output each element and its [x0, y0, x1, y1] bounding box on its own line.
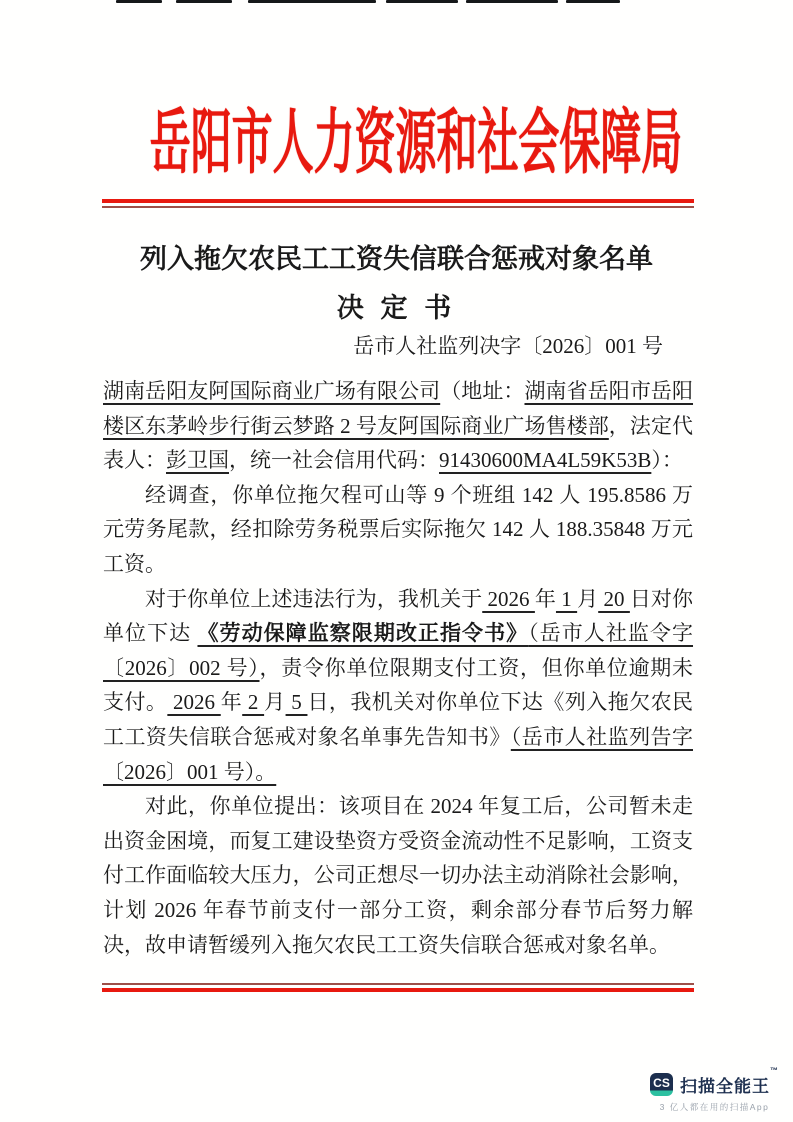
paragraph: [103, 789, 693, 962]
camscanner-watermark: [650, 1066, 779, 1113]
text-segment: 日，我机关对你单位下达《列入拖欠农民工工资失信联合惩戒对象名单事先告知书》: [103, 690, 694, 749]
camscanner-app-name: [680, 1066, 779, 1097]
text-segment: 对此，你单位提出：该项目在 2024 年复工后，公司暂未走出资金困境，而复工建设垫资方受资金流动性不足影响，工资支付工作面临较大压力，公司正想尽一切办法主动消除社会影响，计划 2026 年春节前支付一部分工资，剩余部分春节后努力解决，故申请暂缓列入拖欠农民工工资失信联合惩戒对象名单。: [103, 794, 693, 957]
paragraph: [103, 374, 693, 478]
text-segment: 年: [220, 690, 243, 715]
cutoff-text-mark: [116, 0, 162, 3]
text-segment: ，责令你单位限期支付工资，但你单位逾期未支付。: [103, 655, 694, 715]
agency-letterhead: [0, 103, 793, 182]
text-segment: 2026: [167, 690, 221, 715]
text-segment: （岳市人社监列告字〔2026〕001 号）。: [103, 724, 693, 784]
scan-top-artifacts: [0, 0, 793, 6]
red-separator-bottom-thick: [102, 988, 694, 992]
text-segment: 20: [598, 586, 630, 611]
camscanner-tagline: 3 亿人都在用的扫描App: [659, 1102, 770, 1112]
document-subtitle: 决 定 书: [336, 293, 457, 323]
text-segment: ）：: [651, 448, 683, 473]
text-segment: 5: [285, 690, 308, 715]
camscanner-app-name-text: 扫描全能王: [680, 1077, 770, 1096]
camscanner-logo-icon: CS: [650, 1073, 673, 1096]
cutoff-text-mark: [386, 0, 458, 3]
text-segment: 日对你单位下达: [103, 586, 694, 646]
paragraph: [103, 582, 693, 790]
document-number: 岳市人社监列决字〔2026〕001 号: [353, 334, 663, 358]
text-segment: 湖南省岳阳市岳阳楼区东茅岭步行街云梦路 2 号友阿国际商业广场售楼部: [103, 379, 694, 438]
text-segment: 经调查，你单位拖欠程可山等 9 个班组 142 人 195.8586 万元劳务尾款，经扣除劳务税票后实际拖欠 142 人 188.35848 万元工资。: [103, 482, 693, 576]
agency-title: 岳阳市人力资源和社会保障局: [149, 103, 683, 182]
red-separator-top-thin: [102, 206, 694, 208]
text-segment: 年: [534, 586, 556, 611]
text-segment: 2: [242, 690, 265, 715]
text-segment: （岳市人社监令字〔2026〕002 号）: [103, 621, 694, 680]
cutoff-text-mark: [248, 0, 376, 3]
text-segment: ，法定代表人：: [103, 413, 694, 473]
text-segment: 湖南岳阳友阿国际商业广场有限公司: [103, 379, 441, 403]
text-segment: （地址：: [440, 379, 525, 403]
document-title: 列入拖欠农民工工资失信联合惩戒对象名单: [140, 244, 653, 274]
text-segment: 月: [577, 586, 599, 611]
trademark-symbol: ™: [770, 1066, 779, 1075]
camscanner-logo-row: [650, 1066, 779, 1097]
red-separator-bottom-thin: [102, 983, 694, 985]
text-segment: ，统一社会信用代码：: [229, 448, 439, 473]
text-segment: 月: [264, 690, 286, 715]
text-segment: 91430600MA4L59K53B: [439, 448, 652, 473]
text-segment: 1: [555, 586, 578, 611]
cutoff-text-mark: [566, 0, 620, 3]
cutoff-text-mark: [466, 0, 558, 3]
text-segment: 对于你单位上述违法行为，我机关于: [145, 586, 483, 611]
cutoff-text-mark: [176, 0, 232, 3]
red-separator-top-thick: [102, 199, 694, 203]
text-segment: 彭卫国: [166, 448, 229, 473]
paragraph: [103, 478, 693, 582]
document-body: [103, 374, 693, 962]
text-segment: 《劳动保障监察限期改正指令书》: [197, 621, 529, 646]
text-segment: 2026: [482, 586, 535, 611]
